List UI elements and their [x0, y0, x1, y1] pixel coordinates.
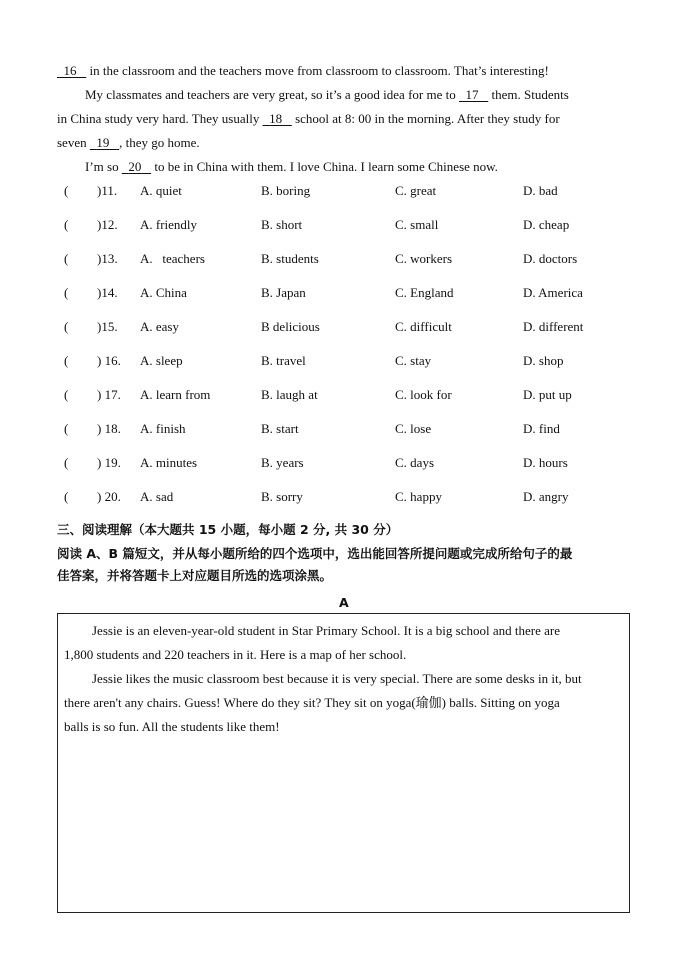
passage-text: 1,800 students and 220 teachers in it. Here is a map of her school. [64, 647, 407, 662]
answer-paren[interactable]: ( [64, 455, 69, 470]
passage-text: Jessie is an eleven-year-old student in Star Primary School. It is a big school and there are [92, 623, 560, 638]
option-d[interactable]: D. put up [523, 387, 572, 402]
passage-line: 16 in the classroom and the teachers move from classroom to classroom. That’s interesting! [57, 62, 637, 80]
option-c[interactable]: C. lose [395, 421, 432, 436]
option-c[interactable]: C. small [395, 217, 439, 232]
option-c[interactable]: C. happy [395, 489, 442, 504]
question-number: )11. [97, 183, 118, 198]
question-row-15 [64, 318, 624, 336]
question-number: ) 16. [97, 353, 121, 368]
passage-text: Jessie likes the music classroom best because it is very special. There are some desks in it, but [92, 671, 582, 686]
answer-paren[interactable]: ( [64, 251, 69, 266]
option-a[interactable]: A. finish [140, 421, 186, 436]
question-row-20 [64, 488, 624, 506]
section-instruction: 佳答案，并将答题卡上对应题目所选的选项涂黑。 [57, 568, 333, 583]
option-d[interactable]: D. cheap [523, 217, 570, 232]
question-number: ) 19. [97, 455, 121, 470]
option-c[interactable]: C. stay [395, 353, 432, 368]
question-number: ) 20. [97, 489, 121, 504]
option-b[interactable]: B. travel [261, 353, 306, 368]
option-b[interactable]: B. students [261, 251, 319, 266]
answer-paren[interactable]: ( [64, 421, 69, 436]
answer-paren[interactable]: ( [64, 319, 69, 334]
blank-16: 16 [63, 63, 77, 78]
question-row-11 [64, 182, 624, 200]
option-b[interactable]: B. years [261, 455, 304, 470]
question-number: ) 17. [97, 387, 121, 402]
option-d[interactable]: D. bad [523, 183, 558, 198]
option-b[interactable]: B. Japan [261, 285, 306, 300]
option-d[interactable]: D. find [523, 421, 560, 436]
option-a[interactable]: A. teachers [140, 251, 205, 266]
passage-line: seven 19 , they go home. [57, 135, 200, 150]
blank-20: 20 [128, 159, 142, 174]
question-row-16 [64, 352, 624, 370]
option-d[interactable]: D. different [523, 319, 584, 334]
passage-line: I’m so 20 to be in China with them. I love China. I learn some Chinese now. [85, 159, 498, 174]
question-row-12 [64, 216, 624, 234]
option-a[interactable]: A. sleep [140, 353, 183, 368]
question-row-17 [64, 386, 624, 404]
option-a[interactable]: A. quiet [140, 183, 182, 198]
option-b[interactable]: B. short [261, 217, 303, 232]
answer-paren[interactable]: ( [64, 353, 69, 368]
answer-paren[interactable]: ( [64, 285, 69, 300]
question-number: )14. [97, 285, 118, 300]
question-row-13 [64, 250, 624, 268]
option-c[interactable]: C. look for [395, 387, 452, 402]
blank-19: 19 [96, 135, 110, 150]
question-number: )15. [97, 319, 118, 334]
option-c[interactable]: C. great [395, 183, 437, 198]
passage-text: there aren't any chairs. Guess! Where do they sit? They sit on yoga(瑜伽) balls. Sitting on yoga [64, 695, 560, 710]
question-row-14 [64, 284, 624, 302]
question-row-19 [64, 454, 624, 472]
option-b[interactable]: B. sorry [261, 489, 303, 504]
option-c[interactable]: C. England [395, 285, 454, 300]
option-a[interactable]: A. sad [140, 489, 174, 504]
answer-paren[interactable]: ( [64, 183, 69, 198]
option-c[interactable]: C. workers [395, 251, 453, 266]
section-instruction: 阅读 A、B 篇短文，并从每小题所给的四个选项中，选出能回答所提问题或完成所给句子的最 [57, 546, 573, 561]
option-d[interactable]: D. hours [523, 455, 568, 470]
option-a[interactable]: A. friendly [140, 217, 198, 232]
option-d[interactable]: D. angry [523, 489, 569, 504]
blank-18: 18 [269, 111, 283, 126]
answer-paren[interactable]: ( [64, 489, 69, 504]
option-a[interactable]: A. learn from [140, 387, 211, 402]
answer-paren[interactable]: ( [64, 217, 69, 232]
part-label: A [339, 595, 349, 610]
option-b[interactable]: B. laugh at [261, 387, 318, 402]
option-d[interactable]: D. America [523, 285, 583, 300]
option-c[interactable]: C. days [395, 455, 434, 470]
option-b[interactable]: B. start [261, 421, 299, 436]
option-a[interactable]: A. easy [140, 319, 179, 334]
option-b[interactable]: B. boring [261, 183, 311, 198]
option-d[interactable]: D. doctors [523, 251, 578, 266]
question-row-18 [64, 420, 624, 438]
option-a[interactable]: A. China [140, 285, 187, 300]
passage-line: in China study very hard. They usually 18 school at 8: 00 in the morning. After they study for [57, 111, 560, 126]
reading-passage-box [57, 613, 630, 913]
option-b[interactable]: B delicious [261, 319, 320, 334]
question-number: )13. [97, 251, 118, 266]
question-number: )12. [97, 217, 118, 232]
question-number: ) 18. [97, 421, 121, 436]
blank-17: 17 [465, 87, 479, 102]
passage-line: My classmates and teachers are very great, so it’s a good idea for me to 17 them. Students [85, 87, 569, 102]
option-a[interactable]: A. minutes [140, 455, 198, 470]
option-c[interactable]: C. difficult [395, 319, 452, 334]
option-d[interactable]: D. shop [523, 353, 564, 368]
answer-paren[interactable]: ( [64, 387, 69, 402]
section-heading: 三、阅读理解（本大题共 15 小题，每小题 2 分, 共 30 分） [57, 522, 399, 537]
passage-text: balls is so fun. All the students like them! [64, 719, 280, 734]
